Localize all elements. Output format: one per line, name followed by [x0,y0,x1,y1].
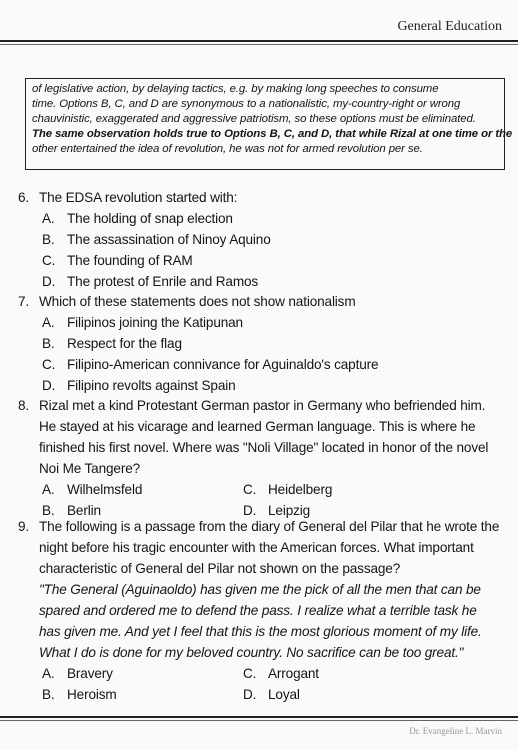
option-text: Respect for the flag [67,336,182,351]
footer-rule-thin [0,720,518,721]
diary-quote-line: What I do is done for my beloved country. No sacrifice can be too great." [39,645,464,660]
question-number: 8. [18,398,30,413]
explanation-line: chauvinistic, exaggerated and aggressive patriotism, so these options must be eliminated. [32,113,476,125]
diary-quote-line: has given me. And yet I feel that this is the most glorious moment of my life. [39,624,482,639]
question-text: Rizal met a kind Protestant German pastor in Germany who befriended him. [39,398,486,413]
option-letter: A. [42,211,55,226]
option-text: The holding of snap election [67,211,233,226]
option-text: Heroism [67,687,117,702]
question-text: Noi Me Tangere? [39,461,141,476]
page-header-title: General Education [397,19,502,34]
option-text: Filipino-American connivance for Aguinaldo's capture [67,357,379,372]
explanation-line: The same observation holds true to Options B, C, and D, that while Rizal at one time or the [32,128,513,140]
option-letter: C. [243,482,257,497]
question-text: The following is a passage from the diary of General del Pilar that he wrote the [39,519,500,534]
option-text: Berlin [67,503,101,518]
option-letter: C. [42,357,56,372]
option-letter: C. [243,666,257,681]
question-text: He stayed at his vicarage and learned German language. This is where he [39,419,476,434]
option-letter: A. [42,482,55,497]
option-letter: D. [243,503,257,518]
option-text: Filipinos joining the Katipunan [67,315,243,330]
option-letter: D. [42,274,56,289]
option-letter: B. [42,687,55,702]
question-text: finished his first novel. Where was "Noli Village" located in honor of the novel [39,440,489,455]
option-text: The founding of RAM [67,253,193,268]
option-letter: A. [42,666,55,681]
explanation-line: other entertained the idea of revolution, he was not for armed revolution per se. [32,143,423,155]
question-text: night before his tragic encounter with the American forces. What important [39,540,474,555]
option-text: Heidelberg [268,482,333,497]
diary-quote-line: spared and ordered me to defend the pass. I realize what a terrible task he [39,603,477,618]
option-letter: C. [42,253,56,268]
option-letter: A. [42,315,55,330]
option-letter: B. [42,232,55,247]
question-number: 6. [18,190,30,205]
question-number: 9. [18,519,30,534]
diary-quote-line: "The General (Aguinaoldo) has given me the pick of all the men that can be [39,582,481,597]
footer-rule [0,716,518,718]
option-text: Arrogant [268,666,319,681]
option-text: The assassination of Ninoy Aquino [67,232,271,247]
option-text: Wilhelmsfeld [67,482,143,497]
option-text: Bravery [67,666,113,681]
page-footer-author: Dr. Evangeline L. Marvin [409,726,502,736]
option-letter: D. [42,378,56,393]
explanation-box [25,78,513,170]
question-number: 7. [18,294,30,309]
question-text: Which of these statements does not show nationalism [39,294,356,309]
header-rule-thin [0,44,518,45]
option-letter: D. [243,687,257,702]
option-letter: B. [42,336,55,351]
question-text: characteristic of General del Pilar not shown on the passage? [39,561,401,576]
header-rule [0,40,518,42]
explanation-line: time. Options B, C, and D are synonymous to a nationalistic, my-country-right or wrong [32,98,461,110]
explanation-line: of legislative action, by delaying tactics, e.g. by making long speeches to consume [32,83,439,95]
option-text: The protest of Enrile and Ramos [67,274,259,289]
option-letter: B. [42,503,55,518]
option-text: Leipzig [268,503,311,518]
question-text: The EDSA revolution started with: [39,190,238,205]
option-text: Loyal [268,687,300,702]
option-text: Filipino revolts against Spain [67,378,236,393]
